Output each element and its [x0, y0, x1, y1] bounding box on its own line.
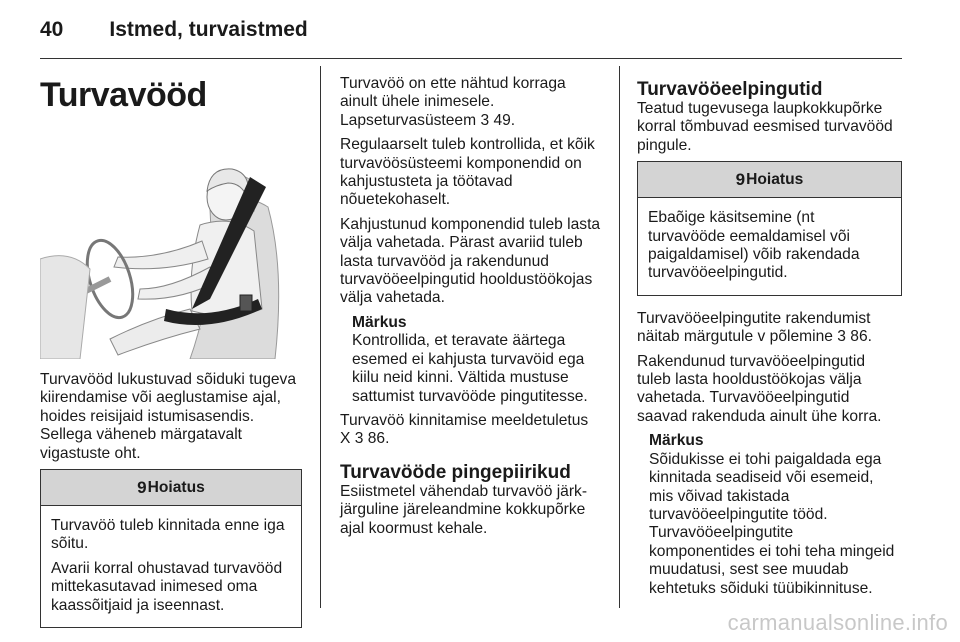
- child-seat-label: Lapseturvasüsteem: [340, 111, 477, 129]
- seatbelt-reminder-icon: X: [340, 430, 351, 448]
- chapter-title: Turvavööd: [40, 76, 207, 114]
- column-divider-2: [619, 66, 620, 608]
- single-person-text: Turvavöö on ette nähtud korraga ainult ühele inimesele.: [340, 75, 566, 111]
- column-3: [637, 80, 902, 604]
- reminder-label: Turvavöö kinnitamise meeldetuletus: [340, 411, 589, 429]
- seatbelt-illustration: [40, 149, 302, 359]
- intro-paragraph: Turvavööd lukustuvad sõiduki tugeva kiirendamise või aeglustamise ajal, hoides reisijaid istumisasendis. Sellega väheneb märgatavalt vigastuste oht.: [40, 371, 297, 462]
- note-title: Märkus: [649, 432, 704, 450]
- column-1: [40, 68, 302, 628]
- warning-box-2: [637, 161, 902, 296]
- note-block-1: [340, 314, 602, 406]
- inspection-paragraph: Regulaarselt tuleb kontrollida, et kõik turvavöösüsteemi komponendid on kahjustusteta ja töötavad nõuetekohaselt.: [340, 136, 595, 209]
- load-limiter-heading: Turvavööde pingepiirikud: [340, 461, 571, 483]
- warning-body: [638, 198, 901, 295]
- page-number: 40: [40, 18, 64, 41]
- note-text: Sõidukisse ei tohi paigaldada ega kinnitada seadiseid või esemeid, mis võivad takistada turvavööeelpingutite tööd. Turvavööeelpingutite komponentides ei tohi teha mingeid muudatusi, sest see muudab kehtetuks sõiduki tüübikinnituse.: [649, 450, 895, 597]
- indicator-paragraph: [637, 310, 902, 347]
- warning-body: [41, 506, 301, 627]
- warning-header: [638, 162, 901, 198]
- note-title: Märkus: [352, 313, 407, 331]
- warning-text: Ebaõige käsitsemine (nt turvavööde eemaldamisel või paigaldamisel) võib rakendada turvavööeelpingutid.: [648, 209, 860, 282]
- reminder-paragraph: [340, 412, 602, 449]
- load-limiter-text: Esiistmetel vähendab turvavöö järk-järguline järeleandmine kokkupõrke ajal koormust kehale.: [340, 482, 588, 537]
- warning-header: [41, 470, 301, 506]
- indicator-text-b: põlemine: [769, 328, 833, 346]
- reminder-page-link[interactable]: 3 86.: [354, 430, 390, 448]
- replacement-paragraph: Kahjustunud komponendid tuleb lasta välja vahetada. Pärast avariid tuleb lasta turvavööd ja rakendunud turvavööeelpingutid hooldustöökojas välja vahetada.: [340, 215, 601, 307]
- child-seat-page-link[interactable]: 3 49.: [480, 111, 516, 129]
- airbag-indicator-icon: v: [757, 328, 766, 346]
- warning-triangle-icon: 9: [735, 169, 746, 189]
- note-block-2: [637, 432, 902, 598]
- pretensioner-intro: Teatud tugevusega laupkokkupõrke korral tõmbuvad eesmised turvavööd pingule.: [637, 100, 893, 154]
- column-2: [340, 75, 602, 544]
- seated-driver-image: [40, 149, 302, 359]
- indicator-text: Turvavööeelpingutite rakendumist näitab märgutule: [637, 309, 871, 346]
- child-seat-ref: [340, 112, 602, 130]
- warning-box-1: [40, 469, 302, 628]
- watermark: carmanualsonline.info: [727, 610, 948, 635]
- note-text: Kontrollida, et teravate äärtega esemed ei kahjusta turvavöid ega kiilu neid kinni. Vältida mustuse sattumist turvavööde pingutitesse.: [352, 332, 588, 405]
- pretensioner-replacement: Rakendunud turvavööeelpingutid tuleb lasta hooldustöökojas välja vahetada. Turvavööeelpingutid saavad rakenduda ainult ühe korra.: [637, 352, 882, 425]
- warning-title: Hoiatus: [147, 478, 205, 496]
- warning-triangle-icon: 9: [137, 477, 147, 497]
- header-rule: [40, 58, 902, 59]
- pretensioner-heading: Turvavööeelpingutid: [637, 79, 823, 100]
- warning-title: Hoiatus: [746, 170, 804, 188]
- indicator-page-link[interactable]: 3 86.: [837, 328, 872, 346]
- warning-text-2: Avarii korral ohustavad turvavööd mittekasutavad inimesed oma kaassõitjaid ja iseennast.: [51, 559, 283, 614]
- column-divider-1: [320, 66, 321, 608]
- page-header: [40, 18, 308, 42]
- warning-text-1: Turvavöö tuleb kinnitada enne iga sõitu.: [51, 517, 285, 553]
- section-title: Istmed, turvaistmed: [109, 18, 308, 41]
